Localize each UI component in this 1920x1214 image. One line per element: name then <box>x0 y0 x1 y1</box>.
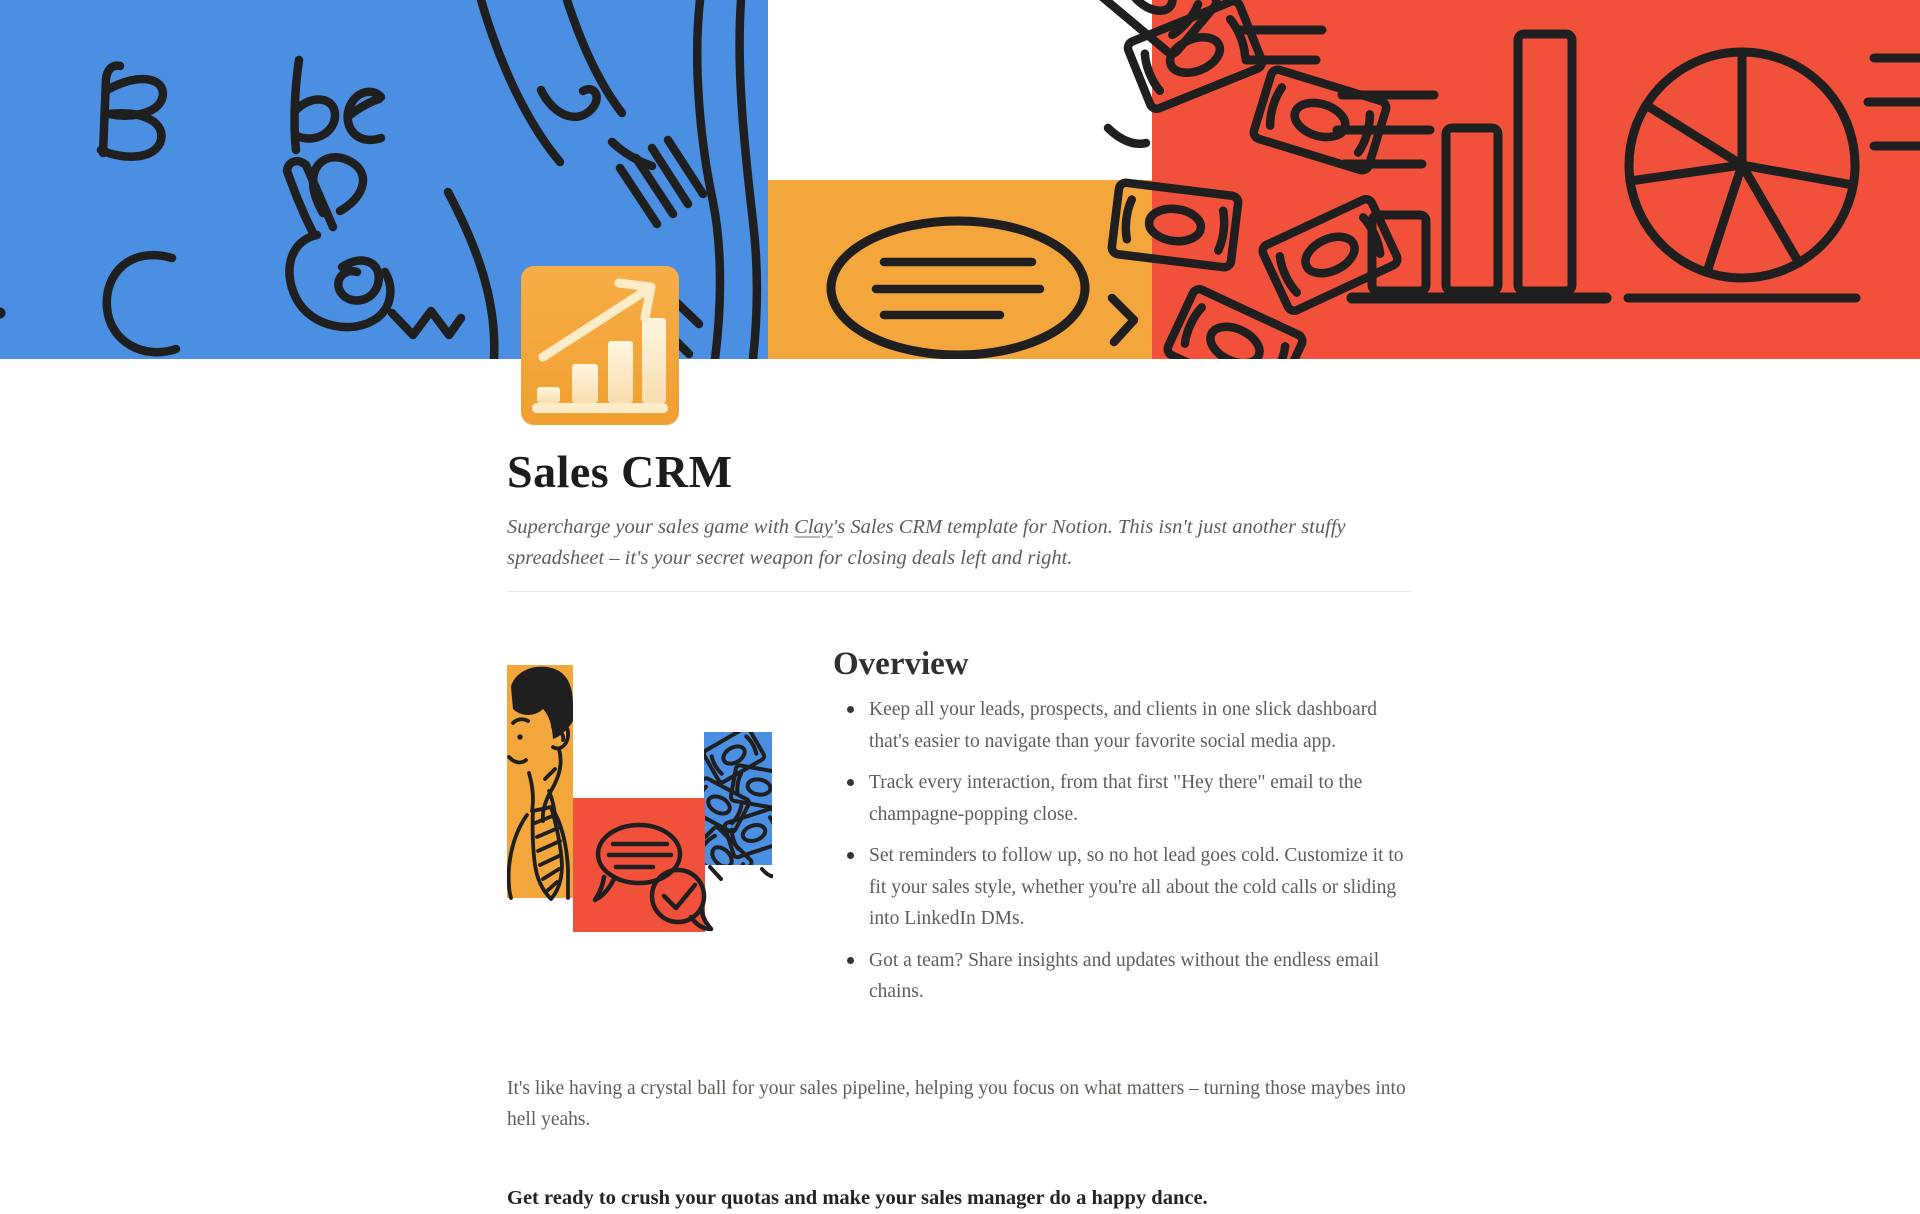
bullet-text: Track every interaction, from that first "Hey there" email to the champagne-popping close. <box>869 772 1363 825</box>
description-text-after: 's Sales CRM template for Notion. This isn't just another stuffy spreadsheet – it's your secret weapon for closing deals left and right. <box>507 516 1346 569</box>
list-item <box>833 840 1419 935</box>
divider <box>507 591 1412 592</box>
overview-heading: Overview <box>833 646 969 682</box>
page-description <box>507 512 1419 574</box>
bullet-text: Keep all your leads, prospects, and clients in one slick dashboard that's easier to navigate than your favorite social media app. <box>869 699 1377 752</box>
bullet-icon <box>847 706 854 713</box>
cover-white-section <box>768 0 1152 180</box>
bullet-text: Got a team? Share insights and updates without the endless email chains. <box>869 949 1380 1002</box>
list-item <box>833 767 1419 830</box>
clay-link[interactable]: Clay <box>794 516 833 538</box>
closing-paragraph: It's like having a crystal ball for your sales pipeline, helping you focus on what matters – turning those maybes into hell yeahs. <box>507 1078 1406 1130</box>
bullet-text: Set reminders to follow up, so no hot lead goes cold. Customize it to fit your sales style, whether you're all about the cold calls or sliding into LinkedIn DMs. <box>869 845 1404 929</box>
cta-line: Get ready to crush your quotas and make your sales manager do a happy dance. <box>507 1187 1208 1209</box>
overview-illustration <box>507 665 773 933</box>
description-text-before: Supercharge your sales game with <box>507 516 795 538</box>
list-item <box>833 945 1419 1008</box>
cover-orange-section <box>768 180 1152 359</box>
list-item <box>833 694 1419 757</box>
cover-doodle-artwork <box>0 0 1920 359</box>
page-title: Sales CRM <box>507 446 733 497</box>
bullet-icon <box>847 852 854 859</box>
page-cover-image[interactable] <box>0 0 1920 359</box>
page-icon[interactable] <box>521 266 679 425</box>
overview-bullet-list <box>833 694 1419 1018</box>
bullet-icon <box>847 957 854 964</box>
bullet-icon <box>847 779 854 786</box>
bar-chart-growth-icon <box>521 266 679 425</box>
